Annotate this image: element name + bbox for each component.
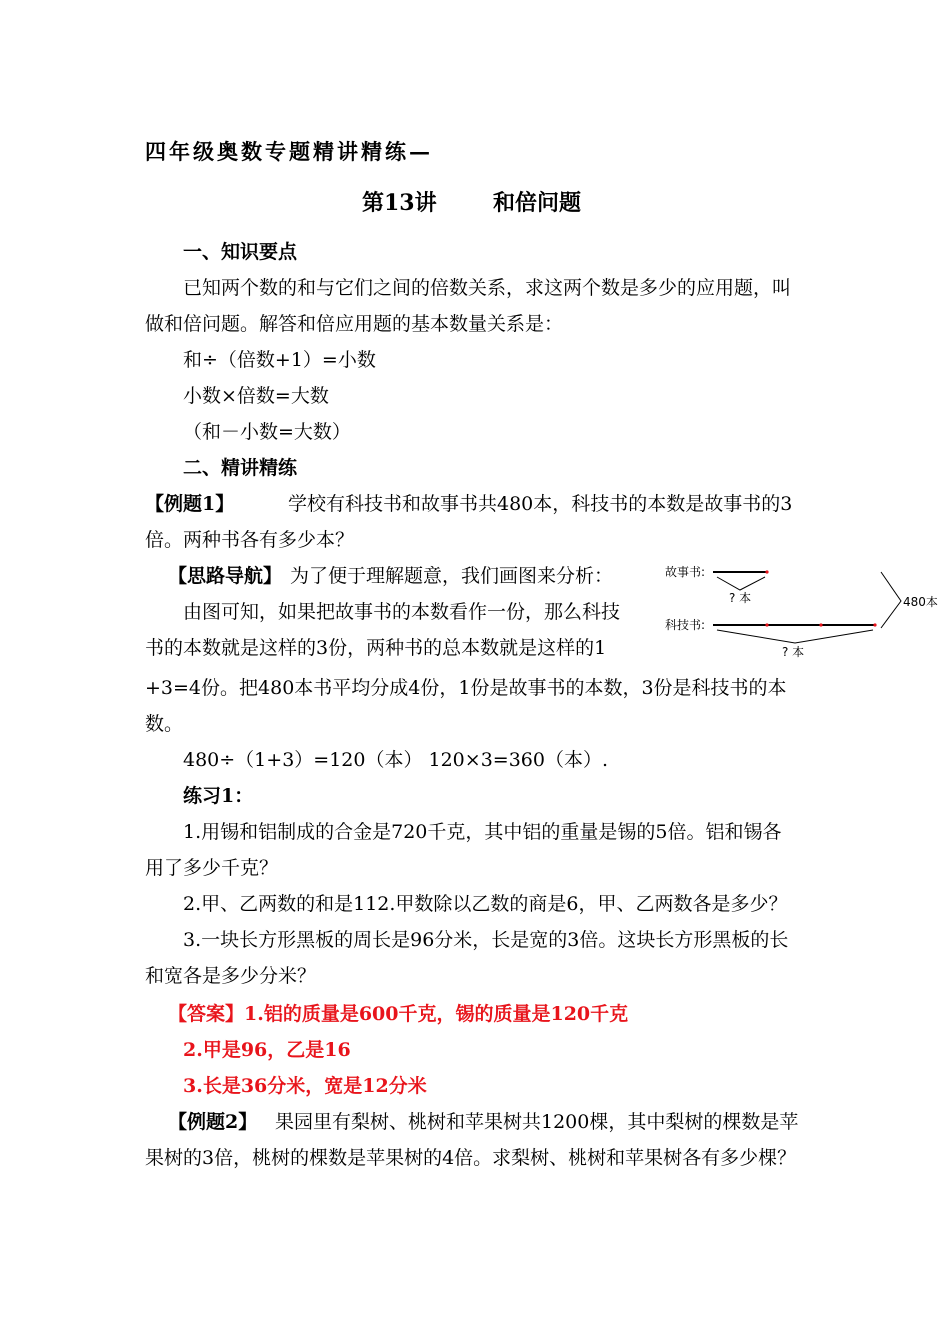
lecture-title: 和倍问题 <box>493 190 582 216</box>
example2-line-1: 果园里有梨树、桃树和苹果树共1200棵，其中梨树的棵数是苹 <box>275 1111 799 1133</box>
formula-2: 小数×倍数=大数 <box>183 385 329 407</box>
series-title: 四年级奥数专题精讲精练— <box>145 139 433 164</box>
story-book-label: 故事书: <box>665 565 706 579</box>
science-bar-end-dot <box>873 623 876 626</box>
section2-heading: 二、精讲精练 <box>183 457 298 479</box>
example1-line-2: 倍。两种书各有多少本？ <box>145 529 355 551</box>
analysis-line-3: +3=4份。把480本书平均分成4份，1份是故事书的本数，3份是科技书的本 <box>145 677 787 699</box>
practice-q1-line-2: 用了多少千克？ <box>145 857 279 879</box>
science-book-unknown: ? 本 <box>782 645 805 659</box>
analysis-line-2: 书的本数就是这样的3份，两种书的总本数就是这样的1 <box>145 637 607 659</box>
practice-q3-line-2: 和宽各是多少分米？ <box>145 965 317 987</box>
hint-tag: 【思路导航】 <box>168 565 283 587</box>
story-book-unknown: ? 本 <box>729 591 752 605</box>
intro-line-2: 做和倍问题。解答和倍应用题的基本数量关系是： <box>145 313 564 335</box>
science-bar-divider-dot-1 <box>765 623 768 626</box>
example1-tag: 【例题1】 <box>145 493 235 515</box>
lecture-number: 第13讲 <box>362 190 437 216</box>
intro-line-1: 已知两个数的和与它们之间的倍数关系，求这两个数是多少的应用题，叫 <box>183 277 792 299</box>
answer-line-2: 2.甲是96，乙是16 <box>183 1039 351 1061</box>
example2-tag: 【例题2】 <box>168 1111 258 1133</box>
answer-line-3: 3.长是36分米，宽是12分米 <box>183 1075 427 1097</box>
total-brace <box>881 572 901 628</box>
section1-heading: 一、知识要点 <box>183 241 298 263</box>
science-bar-divider-dot-2 <box>819 623 822 626</box>
story-brace <box>717 577 765 590</box>
bar-model-diagram <box>655 558 945 668</box>
story-bar-end-dot <box>765 570 768 573</box>
analysis-line-1: 由图可知，如果把故事书的本数看作一份，那么科技 <box>183 601 621 623</box>
practice-q2: 2.甲、乙两数的和是112.甲数除以乙数的商是6，甲、乙两数各是多少？ <box>183 893 788 915</box>
example1-line-1: 学校有科技书和故事书共480本，科技书的本数是故事书的3 <box>288 493 793 515</box>
science-brace <box>717 630 873 643</box>
hint-text: 为了便于理解题意，我们画图来分析： <box>290 565 614 587</box>
practice-q3-line-1: 3.一块长方形黑板的周长是96分米，长是宽的3倍。这块长方形黑板的长 <box>183 929 789 951</box>
answer-line-1: 【答案】1.铝的质量是600千克，锡的质量是120千克 <box>168 1003 629 1025</box>
formula-1: 和÷（倍数+1）=小数 <box>183 349 376 371</box>
example1-solution: 480÷（1+3）=120（本） 120×3=360（本）. <box>183 749 609 771</box>
science-book-label: 科技书: <box>665 618 706 632</box>
formula-3: （和－小数=大数） <box>183 421 351 443</box>
practice-q1-line-1: 1.用锡和铝制成的合金是720千克，其中铝的重量是锡的5倍。铝和锡各 <box>183 821 782 843</box>
practice1-heading: 练习1： <box>183 785 254 807</box>
analysis-line-4: 数。 <box>145 713 184 735</box>
example2-line-2: 果树的3倍，桃树的棵数是苹果树的4倍。求梨树、桃树和苹果树各有多少棵？ <box>145 1147 797 1169</box>
total-label: 480本 <box>903 595 938 609</box>
